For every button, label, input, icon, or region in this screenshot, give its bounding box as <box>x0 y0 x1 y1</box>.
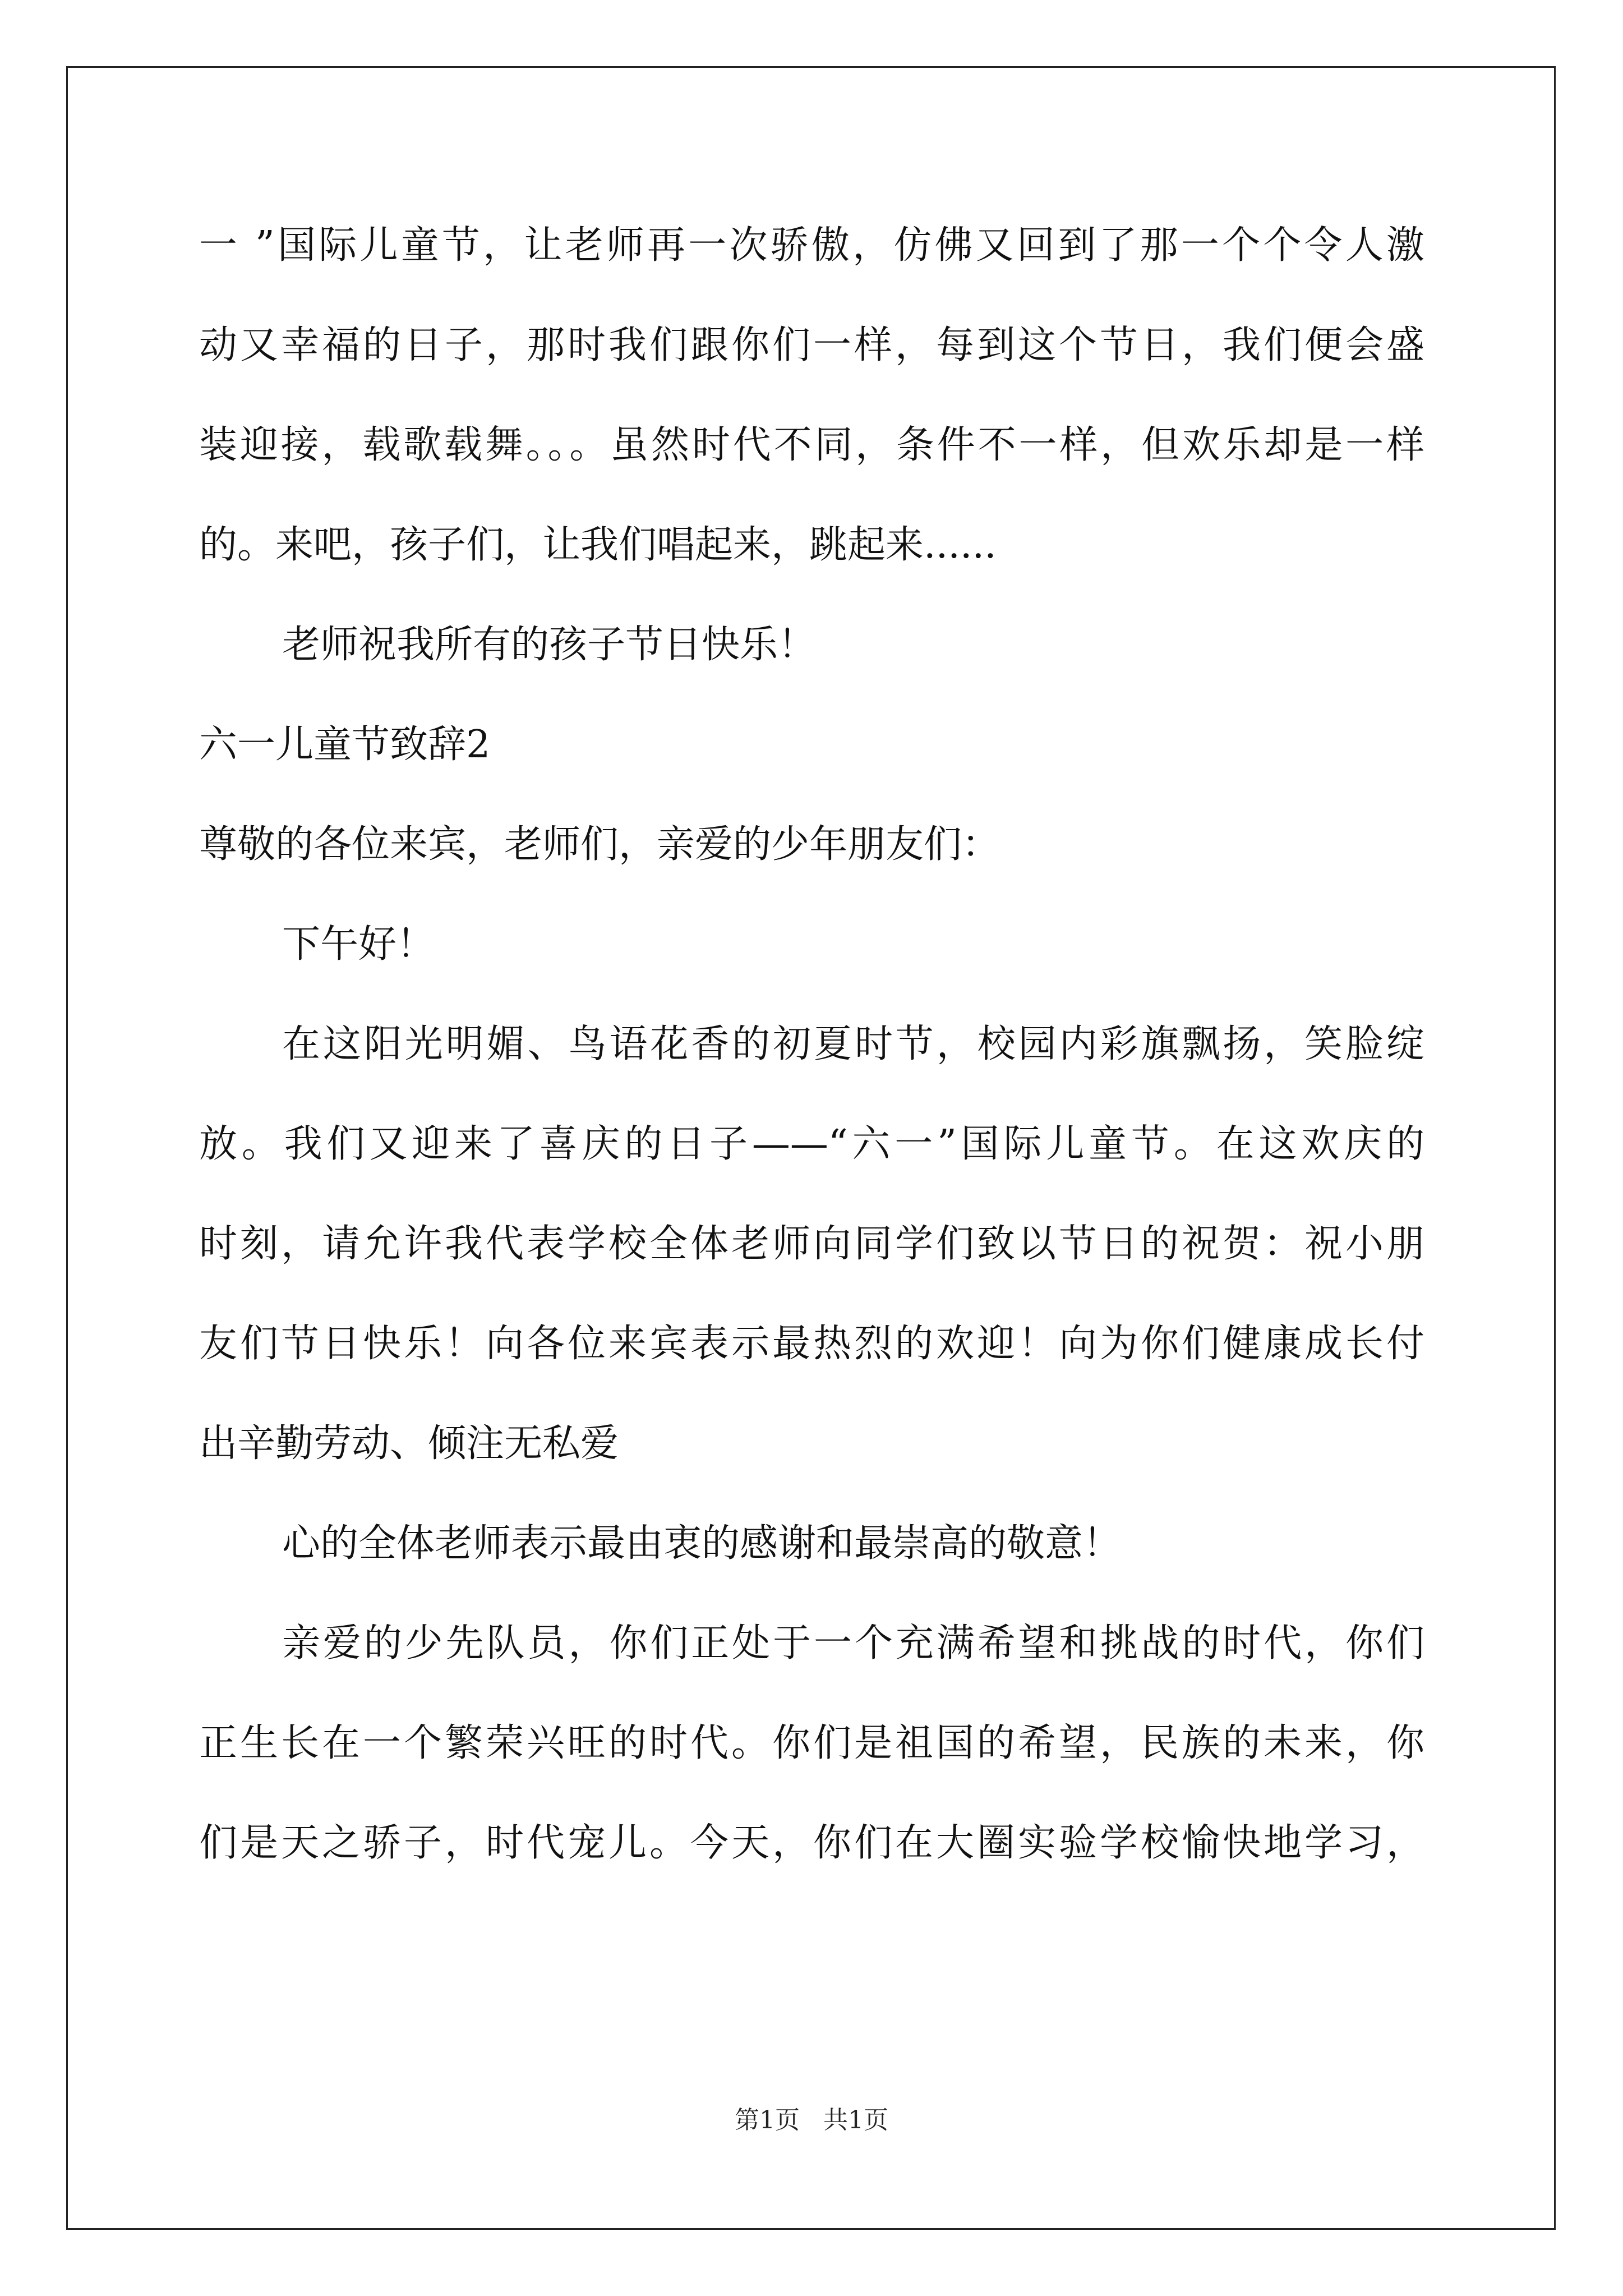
section-heading: 六一儿童节致辞2 <box>199 723 491 767</box>
paragraph-line: 动又幸福的日子，那时我们跟你们一样，每到这个节日，我们便会盛 <box>199 323 1424 367</box>
paragraph-line: 友们节日快乐！向各位来宾表示最热烈的欢迎！向为你们健康成长付 <box>199 1322 1424 1366</box>
paragraph-line: 们是天之骄子，时代宠儿。今天，你们在大圈实验学校愉快地学习， <box>199 1821 1424 1865</box>
document-body <box>199 222 1424 1919</box>
paragraph-line: 出辛勤劳动、倾注无私爱 <box>199 1421 619 1466</box>
paragraph-line: 时刻，请允许我代表学校全体老师向同学们致以节日的祝贺：祝小朋 <box>199 1222 1424 1266</box>
paragraph-line: 在这阳光明媚、鸟语花香的初夏时节，校园内彩旗飘扬，笑脸绽 <box>282 1022 1424 1066</box>
greeting: 下午好！ <box>282 922 435 967</box>
paragraph-line: 的。来吧，孩子们，让我们唱起来，跳起来...... <box>199 523 997 567</box>
salutation: 尊敬的各位来宾，老师们，亲爱的少年朋友们： <box>199 822 1000 867</box>
page-number: 第1页 <box>735 2106 800 2134</box>
paragraph-line: 老师祝我所有的孩子节日快乐！ <box>282 623 817 667</box>
paragraph-line: 正生长在一个繁荣兴旺的时代。你们是祖国的希望，民族的未来，你 <box>199 1721 1424 1765</box>
page-footer <box>0 2105 1623 2136</box>
paragraph-line: 一 ”国际儿童节，让老师再一次骄傲，仿佛又回到了那一个个令人激 <box>199 223 1424 268</box>
paragraph-line: 装迎接，载歌载舞。。。虽然时代不同，条件不一样，但欢乐却是一样 <box>199 423 1424 467</box>
page-total: 共1页 <box>823 2106 888 2134</box>
paragraph-line: 亲爱的少先队员，你们正处于一个充满希望和挑战的时代，你们 <box>282 1621 1424 1665</box>
paragraph-line: 放。我们又迎来了喜庆的日子——“六一”国际儿童节。在这欢庆的 <box>199 1122 1424 1166</box>
paragraph-line: 心的全体老师表示最由衷的感谢和最崇高的敬意！ <box>282 1521 1122 1566</box>
